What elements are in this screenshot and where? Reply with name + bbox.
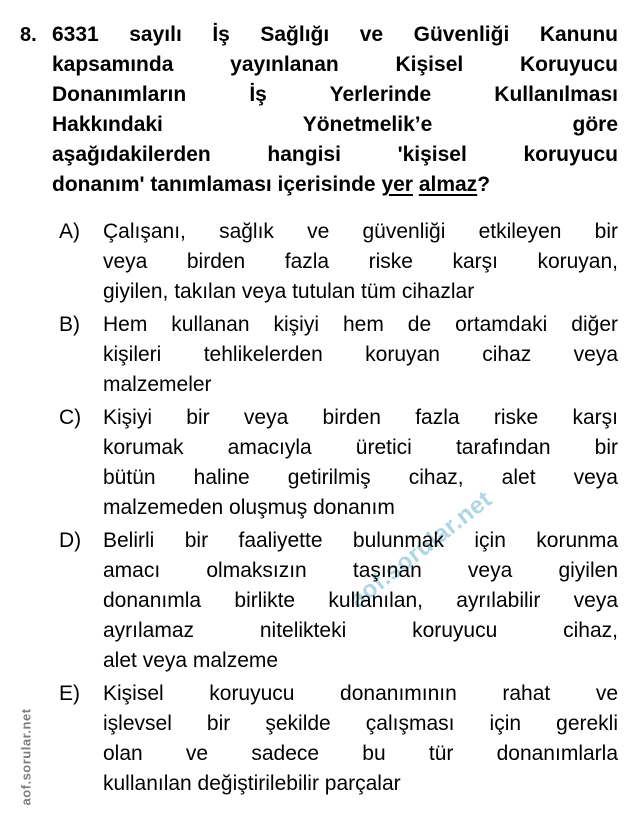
- option-e: [59, 679, 618, 799]
- option-text: [103, 679, 618, 799]
- question-line: [52, 170, 618, 200]
- question-line: 6331 sayılı İş Sağlığı ve Güvenliği Kanunu: [52, 23, 618, 46]
- option-line: veya birden fazla riske karşı koruyan,: [103, 250, 618, 273]
- option-line: giyilen, takılan veya tutulan tüm cihazlar: [103, 280, 475, 303]
- option-line: malzemeler: [103, 373, 212, 396]
- option-line: Kişisel koruyucu donanımının rahat ve: [103, 682, 618, 705]
- option-line: Hem kullanan kişiyi hem de ortamdaki diğer: [103, 313, 618, 336]
- option-line: Çalışanı, sağlık ve güvenliği etkileyen bir: [103, 220, 618, 243]
- option-b: [59, 310, 618, 400]
- vertical-watermark: aof.sorular.net: [18, 708, 34, 806]
- text-segment: donanım' tanımlaması içerisinde: [52, 173, 382, 196]
- option-line: bütün haline getirilmiş cihaz, alet veya: [103, 466, 618, 489]
- option-line: işlevsel bir şekilde çalışması için gerekli: [103, 712, 618, 735]
- question-number: 8.: [20, 24, 37, 46]
- option-c: [59, 403, 618, 523]
- option-text: [103, 217, 618, 307]
- question-line: Donanımların İş Yerlerinde Kullanılması: [52, 83, 618, 106]
- option-line: korumak amacıyla üretici tarafından bir: [103, 436, 618, 459]
- option-line: olan ve sadece bu tür donanımlarla: [103, 742, 618, 765]
- diagonal-watermark: aof.sorular.net: [344, 485, 498, 614]
- option-line: kişileri tehlikelerden koruyan cihaz veya: [103, 343, 618, 366]
- option-text: [103, 526, 618, 676]
- option-letter: E): [59, 682, 80, 705]
- option-a: [59, 217, 618, 307]
- option-line: kullanılan değiştirilebilir parçalar: [103, 772, 401, 795]
- option-line: donanımla birlikte kullanılan, ayrılabilir veya: [103, 589, 618, 612]
- options-list: [59, 217, 618, 802]
- question-text: [52, 20, 618, 200]
- option-line: Kişiyi bir veya birden fazla riske karşı: [103, 406, 618, 429]
- option-line: ayrılamaz nitelikteki koruyucu cihaz,: [103, 619, 618, 642]
- question-line: aşağıdakilerden hangisi 'kişisel koruyucu: [52, 143, 618, 166]
- option-text: [103, 310, 618, 400]
- option-letter: C): [59, 406, 82, 429]
- option-line: malzemeden oluşmuş donanım: [103, 496, 395, 519]
- underlined-word: yer: [381, 173, 413, 196]
- option-line: alet veya malzeme: [103, 649, 279, 672]
- option-letter: B): [59, 313, 80, 336]
- question-line: Hakkındaki Yönetmelik’e göre: [52, 113, 618, 136]
- question-line: kapsamında yayınlanan Kişisel Koruyucu: [52, 53, 618, 76]
- option-letter: A): [59, 220, 80, 243]
- option-d: [59, 526, 618, 676]
- option-line: amacı olmaksızın taşınan veya giyilen: [103, 559, 618, 582]
- text-segment: ?: [477, 173, 491, 196]
- option-text: [103, 403, 618, 523]
- underlined-word: almaz: [418, 173, 478, 196]
- option-line: Belirli bir faaliyette bulunmak için korunma: [103, 529, 618, 552]
- option-letter: D): [59, 529, 82, 552]
